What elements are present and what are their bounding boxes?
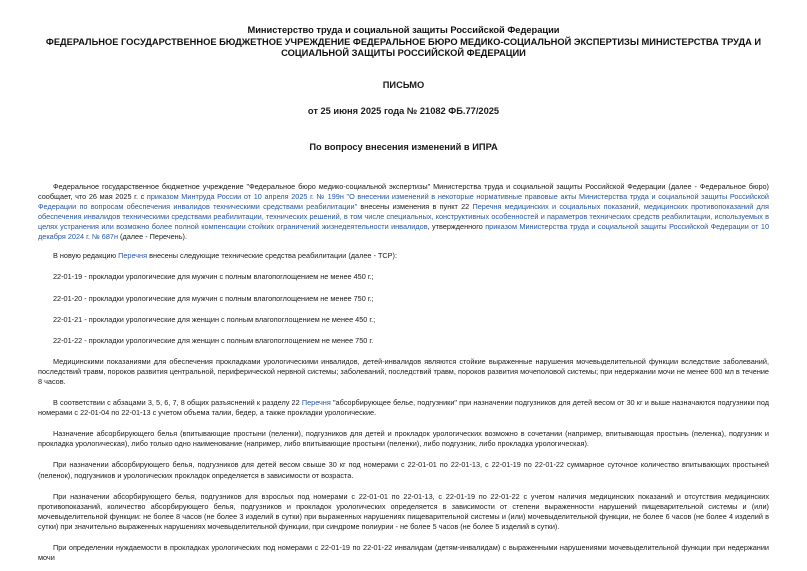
list-item-tsr: 22-01-20 - прокладки урологические для мужчин с полным влагопоглощением не менее 750 г.;: [53, 293, 374, 303]
ministry-name: Министерство труда и социальной защиты Российской Федерации: [247, 25, 560, 35]
paragraph-adults: При назначении абсорбирующего белья, подгузников для взрослых под номерами с 22-01-01 по 22-01-13, с 22-01-19 по 22-01-22 с учетом наличия медицинских показаний и отсутствия медицинских противопоказаний, количество абсорбирующего белья, подгузников и прокладок урологических определяется в зависимости от степени выраженности нарушений пищеварительной системы и (или) мочевыделительной функции: не более 8 часов (не более 3 изделий в сутки) при выраженных нарушениях пищеварительной системы и (или) мочевыделительной функции, не более 6 часов (не более 4 изделий в сутки) при значительно выраженных нарушениях мочевыделительной функции, при синдроме полиурии - не более 5 часов (не более 5 изделий в сутки).: [38, 491, 769, 531]
paragraph-children-over-30kg: При назначении абсорбирующего белья, подгузников для детей весом свыше 30 кг под номерами с 22-01-01 по 22-01-13, с 22-01-19 по 22-01-22 суммарное суточное количество впитывающих простыней (пеленок), подгузников и урологических прокладок определяется в зависимости от возраста.: [38, 460, 769, 480]
document-header: [38, 0, 769, 60]
text: (далее - Перечень).: [118, 232, 187, 242]
text: внесены изменения в пункт 22: [357, 201, 473, 211]
list-item-tsr: 22-01-19 - прокладки урологические для мужчин с полным влагопоглощением не менее 450 г.;: [53, 272, 374, 282]
text: В новую редакцию: [53, 251, 119, 261]
document-type: ПИСЬМО: [382, 79, 425, 90]
organization-name-line1: ФЕДЕРАЛЬНОЕ ГОСУДАРСТВЕННОЕ БЮДЖЕТНОЕ УЧРЕЖДЕНИЕ ФЕДЕРАЛЬНОЕ БЮРО МЕДИКО-СОЦИАЛЬНОЙ ЭКСПЕРТИЗЫ МИНИСТЕРСТВА ТРУДА И: [45, 36, 762, 47]
list-item-tsr: 22-01-21 - прокладки урологические для женщин с полным влагопоглощением не менее 450 г.;: [53, 314, 376, 324]
link-list-indications[interactable]: Перечня медицинских и социальных показаний, медицинских противопоказаний для обеспечения инвалидов техническими средствами реабилитации, технических решений, в том числе специальных, конструктивных особенностей и параметров технических средств реабилитации, используемых в целях устранения или возможно более полной компенсации стойких ограничений жизнедеятельности инвалидов: [38, 201, 769, 232]
text: , утвержденного: [427, 222, 486, 232]
text: Федеральное государственное бюджетное учреждение "Федеральное бюро медико-социальной экспертизы" Министерства труда и социальной защиты Российской Федерации (далее - Федеральное бюро) сообщает, что 26 мая 2025 г. с: [38, 181, 769, 201]
paragraph-medical-indications: Медицинскими показаниями для обеспечения прокладками урологическими инвалидов, детей-инвалидов являются стойкие выраженные нарушения мочевыделительной функции вследствие заболеваний, последствий травм, пороков развития центральной, периферической нервной системы; заболеваний, последствий травм, пороков развития мочеполовой системы; при недержании мочи не менее 600 мл в течение 8 часов.: [38, 356, 769, 386]
organization-name-line2: СОЦИАЛЬНОЙ ЗАЩИТЫ РОССИЙСКОЙ ФЕДЕРАЦИИ: [281, 48, 526, 59]
text: "абсорбирующее белье, подгузники" при назначении подгузников для детей весом от 30 кг и выше назначаются подгузники под номерами с 22-01-04 по 22-01-13 с учетом объема талии, бедер, а также прокладки урологические.: [38, 398, 769, 418]
paragraph-intro: [38, 182, 769, 243]
list-item-tsr: 22-01-22 - прокладки урологические для женщин с полным влагопоглощением не менее 750 г.: [53, 335, 374, 345]
paragraph-section22: [38, 398, 769, 418]
link-list[interactable]: Перечня: [301, 398, 331, 408]
link-order-199n[interactable]: приказом Минтруда России от 10 апреля 2025 г. № 199н "О внесении изменений в некоторые нормативные правовые акты Министерства труда и социальной защиты Российской Федерации по вопросам обеспечения инвалидов техническими средствами реабилитации": [38, 191, 769, 211]
link-order-687n[interactable]: приказом Министерства труда и социальной защиты Российской Федерации от 10 декабря 2024 г. № 687н: [38, 222, 770, 242]
document-date-number: от 25 июня 2025 года № 21082 ФБ.77/2025: [307, 105, 500, 116]
paragraph-absorbent-combination: Назначение абсорбирующего белья (впитывающие простыни (пеленки), подгузников для детей и прокладок урологических возможно в сочетании (например, впитывающая простынь (пеленка), подгузник и прокладка урологическая), либо только одно наименование (например, либо впитывающие простыни (пеленки), либо подгузник, либо прокладка урологическая).: [38, 429, 769, 449]
paragraph-need-determination: При определении нуждаемости в прокладках урологических под номерами с 22-01-19 по 22-01-22 инвалидам (детям-инвалидам) с выраженными нарушениями мочевыделительной функции при недержании мочи: [38, 543, 769, 563]
document-subject: По вопросу внесения изменений в ИПРА: [309, 141, 498, 152]
text: В соответствии с абзацами 3, 5, 6, 7, 8 общих разъяснений к разделу 22: [53, 398, 302, 408]
text: внесены следующие технические средства реабилитации (далее - ТСР):: [147, 251, 397, 261]
link-list[interactable]: Перечня: [118, 251, 148, 261]
document-body: [38, 182, 769, 563]
paragraph-new-edition: [38, 251, 769, 261]
